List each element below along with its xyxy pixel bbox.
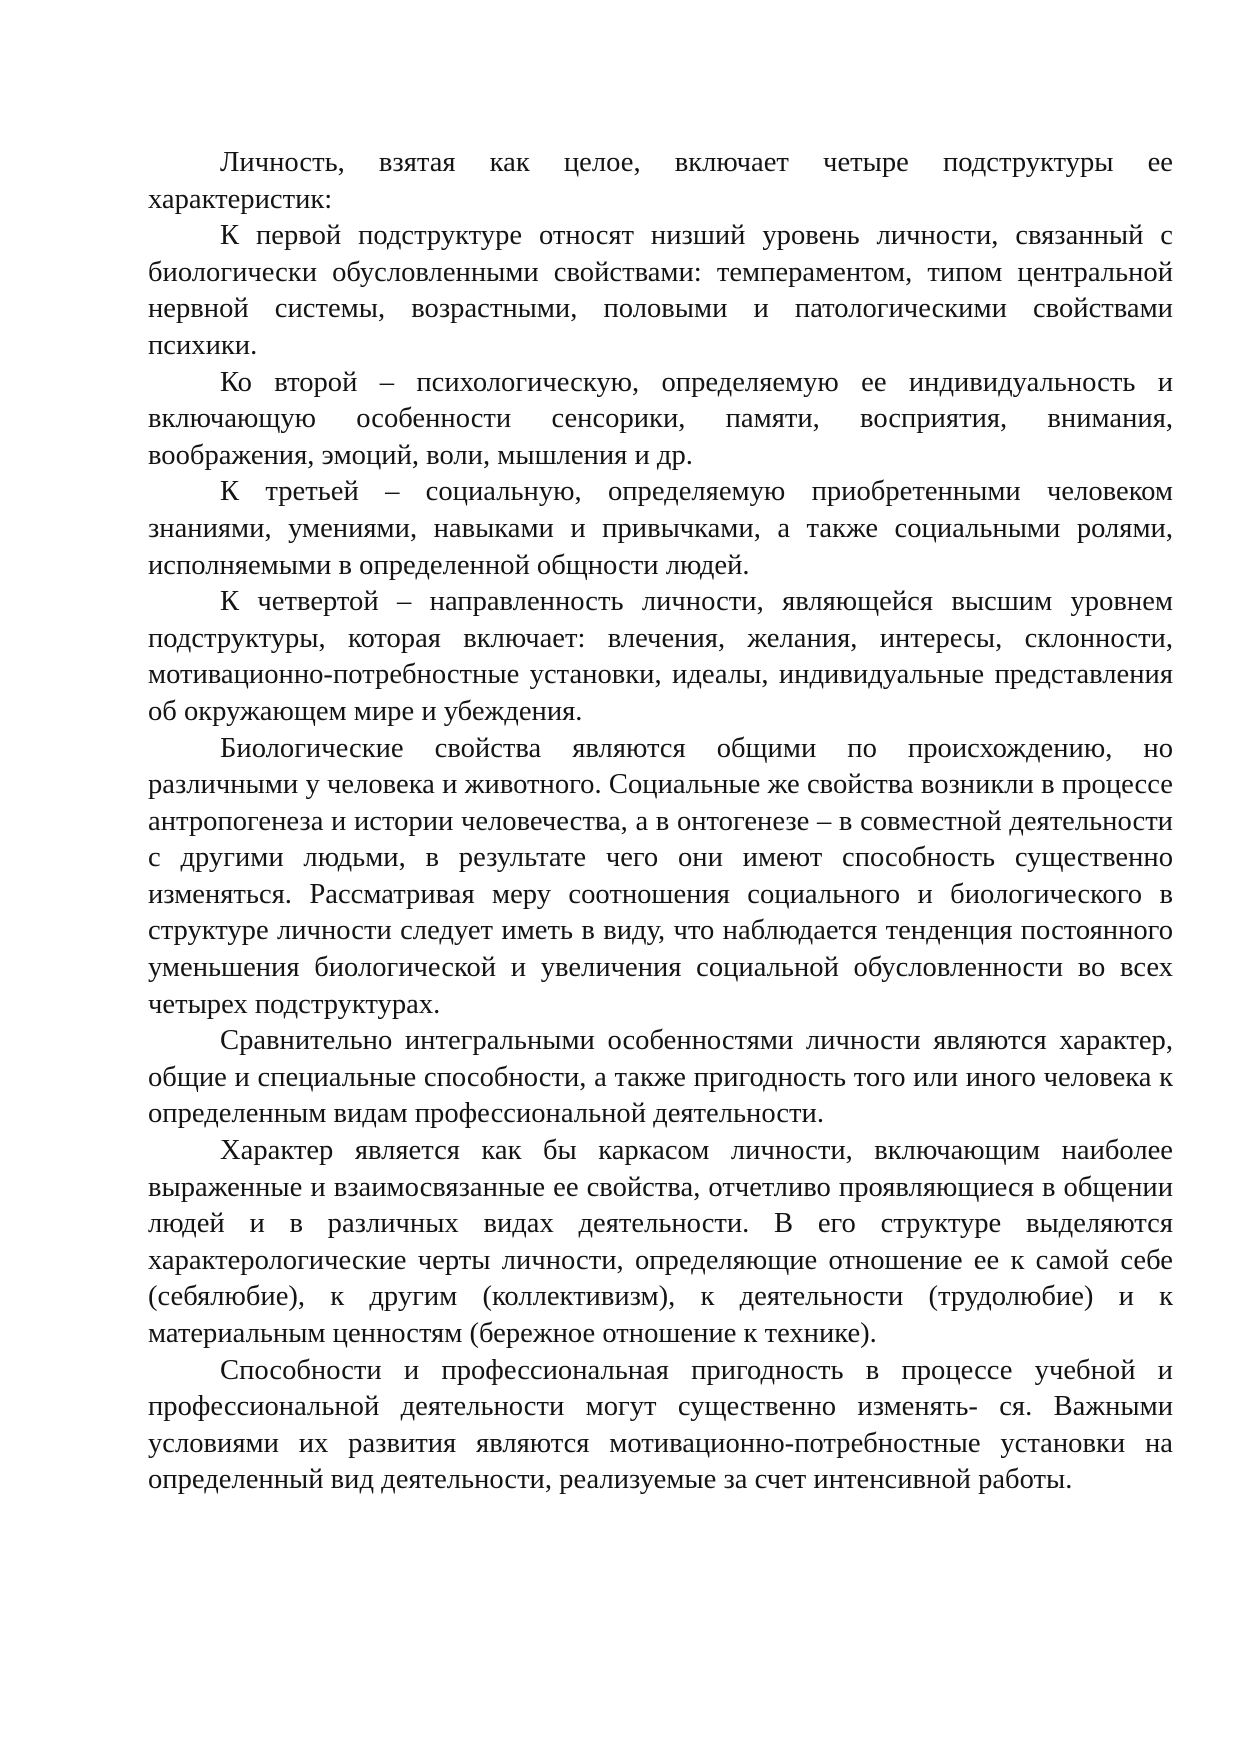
paragraph-first-substructure: К первой подструктуре относят низший уровень личности, связанный с биологически обусловленными свойствами: темпераментом, типом центральной нервной системы, возрастными, половыми и патологическими свойствами психики. bbox=[148, 220, 1173, 361]
paragraph-biological-social-properties: Биологические свойства являются общими по происхождению, но различными у человека и животного. Социальные же свойства возникли в процессе антропогенеза и истории человечества, а в онтогенезе – в совместной деятельности с другими людьми, в результате чего они имеют способность существенно изменяться. Рассматривая меру соотношения социального и биологического в структуре личности следует иметь в виду, что наблюдается тенденция постоянного уменьшения биологической и увеличения социальной обусловленности во всех четырех подструктурах. bbox=[148, 732, 1173, 1020]
paragraph-abilities: Способности и профессиональная пригодность в процессе учебной и профессиональной деятельности могут существенно изменять- ся. Важными условиями их развития являются мотивационно-потребностные установки на определенный вид деятельности, реализуемые за счет интенсивной работы. bbox=[148, 1354, 1173, 1496]
paragraph-fourth-substructure: К четвертой – направленность личности, являющейся высшим уровнем подструктуры, которая включает: влечения, желания, интересы, склонности, мотивационно-потребностные установки, идеалы, индивидуальные представления об окружающем мире и убеждения. bbox=[148, 586, 1173, 727]
paragraph-personality-substructures: Личность, взятая как целое, включает четыре подструктуры ее характеристик: bbox=[148, 147, 1173, 215]
paragraph-character: Характер является как бы каркасом личности, включающим наиболее выраженные и взаимосвязанные ее свойства, отчетливо проявляющиеся в общении людей и в различных видах деятельности. В его структуре выделяются характерологические черты личности, определяющие отношение ее к самой себе (себялюбие), к другим (коллективизм), к деятельности (трудолюбие) и к материальным ценностям (бережное отношение к технике). bbox=[148, 1135, 1173, 1349]
paragraph-third-substructure: К третьей – социальную, определяемую приобретенными человеком знаниями, умениями, навыками и привычками, а также социальными ролями, исполняемыми в определенной общности людей. bbox=[148, 476, 1173, 581]
paragraph-integral-features: Сравнительно интегральными особенностями личности являются характер, общие и специальные способности, а также пригодность того или иного человека к определенным видам профессиональной деятельности. bbox=[148, 1025, 1173, 1130]
paragraph-second-substructure: Ко второй – психологическую, определяемую ее индивидуальность и включающую особенности сенсорики, памяти, восприятия, внимания, воображения, эмоций, воли, мышления и др. bbox=[148, 366, 1173, 471]
document-body bbox=[148, 145, 1173, 1499]
